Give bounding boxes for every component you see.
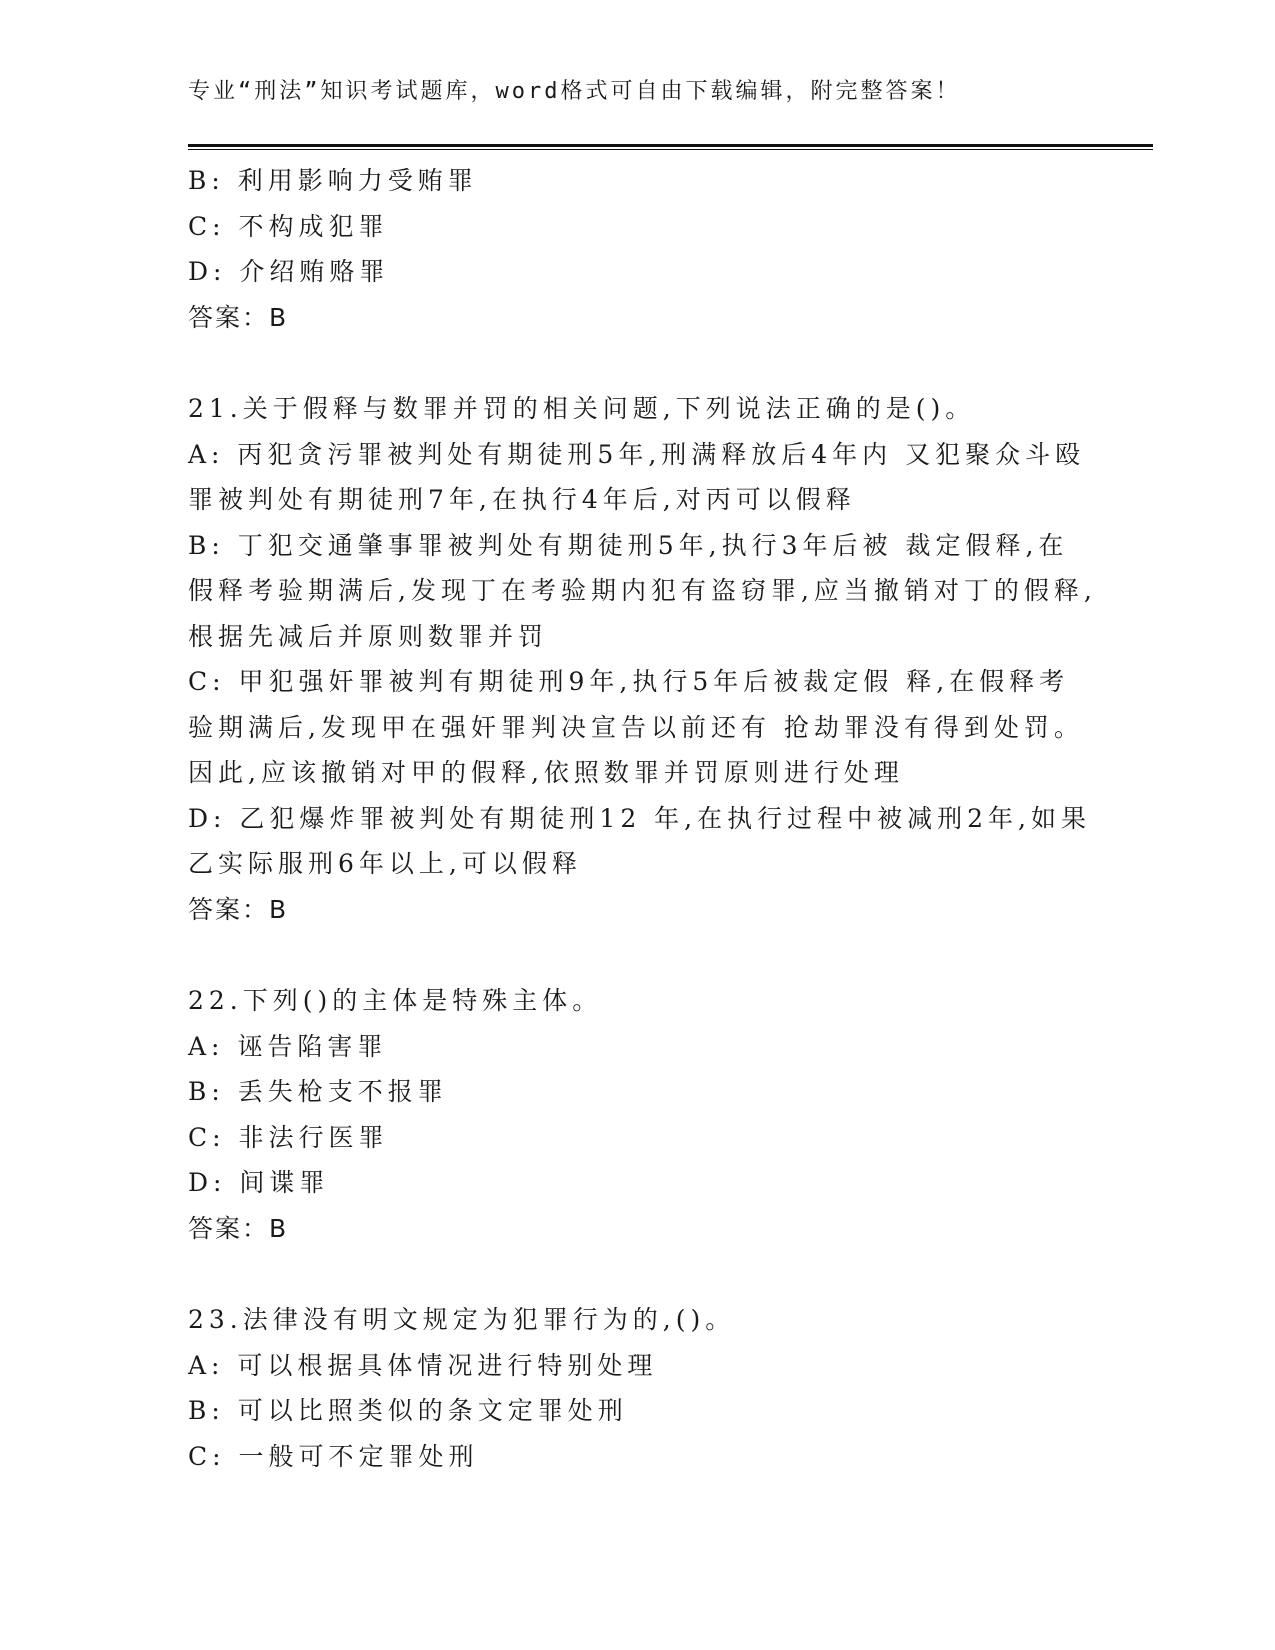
q21-line: 乙实际服刑6年以上,可以假释 — [188, 849, 582, 878]
option-d: D: 介绍贿赂罪 — [188, 257, 390, 286]
q21-line: 根据先减后并原则数罪并罚 — [188, 621, 549, 651]
q21-line: A: 丙犯贪污罪被判处有期徒刑5年,刑满释放后4年内 又犯聚众斗殴 — [188, 439, 1086, 469]
header-divider — [188, 144, 1153, 150]
q21-line: 罪被判处有期徒刑7年,在执行4年后,对丙可以假释 — [188, 485, 856, 514]
q21-line: 假释考验期满后,发现丁在考验期内犯有盗窃罪,应当撤销对丁的假释, — [188, 576, 1097, 605]
q21-line: D: 乙犯爆炸罪被判处有期徒刑12 年,在执行过程中被减刑2年,如果 — [188, 803, 1091, 833]
option-c: C: 一般可不定罪处刑 — [188, 1441, 479, 1471]
option-c: C: 不构成犯罪 — [188, 211, 389, 241]
option-c: C: 非法行医罪 — [188, 1122, 389, 1152]
question-21-stem: 21.关于假释与数罪并罚的相关问题,下列说法正确的是()。 — [188, 394, 976, 423]
option-b: B: 可以比照类似的条文定罪处刑 — [188, 1396, 628, 1425]
question-22-stem: 22.下列()的主体是特殊主体。 — [188, 986, 603, 1015]
question-23-stem: 23.法律没有明文规定为犯罪行为的,()。 — [188, 1305, 736, 1334]
option-b: B: 丢失枪支不报罪 — [188, 1077, 448, 1106]
answer-line: 答案：B — [188, 1213, 289, 1243]
answer-line: 答案：B — [188, 302, 289, 332]
q21-line: 验期满后,发现甲在强奸罪判决宣告以前还有 抢劫罪没有得到处罚。 — [188, 712, 1084, 742]
question-content — [188, 158, 1097, 1479]
option-b: B: 利用影响力受贿罪 — [188, 166, 478, 195]
q21-line: C: 甲犯强奸罪被判有期徒刑9年,执行5年后被裁定假 释,在假释考 — [188, 667, 1070, 696]
option-a: A: 诬告陷害罪 — [188, 1031, 388, 1061]
answer-line: 答案：B — [188, 894, 289, 924]
page-header: 专业“刑法”知识考试题库，word格式可自由下载编辑，附完整答案！ — [188, 79, 961, 104]
option-d: D: 间谍罪 — [188, 1168, 330, 1197]
option-a: A: 可以根据具体情况进行特别处理 — [188, 1350, 658, 1380]
q21-line: B: 丁犯交通肇事罪被判处有期徒刑5年,执行3年后被 裁定假释,在 — [188, 530, 1069, 560]
q21-line: 因此,应该撤销对甲的假释,依照数罪并罚原则进行处理 — [188, 758, 904, 787]
